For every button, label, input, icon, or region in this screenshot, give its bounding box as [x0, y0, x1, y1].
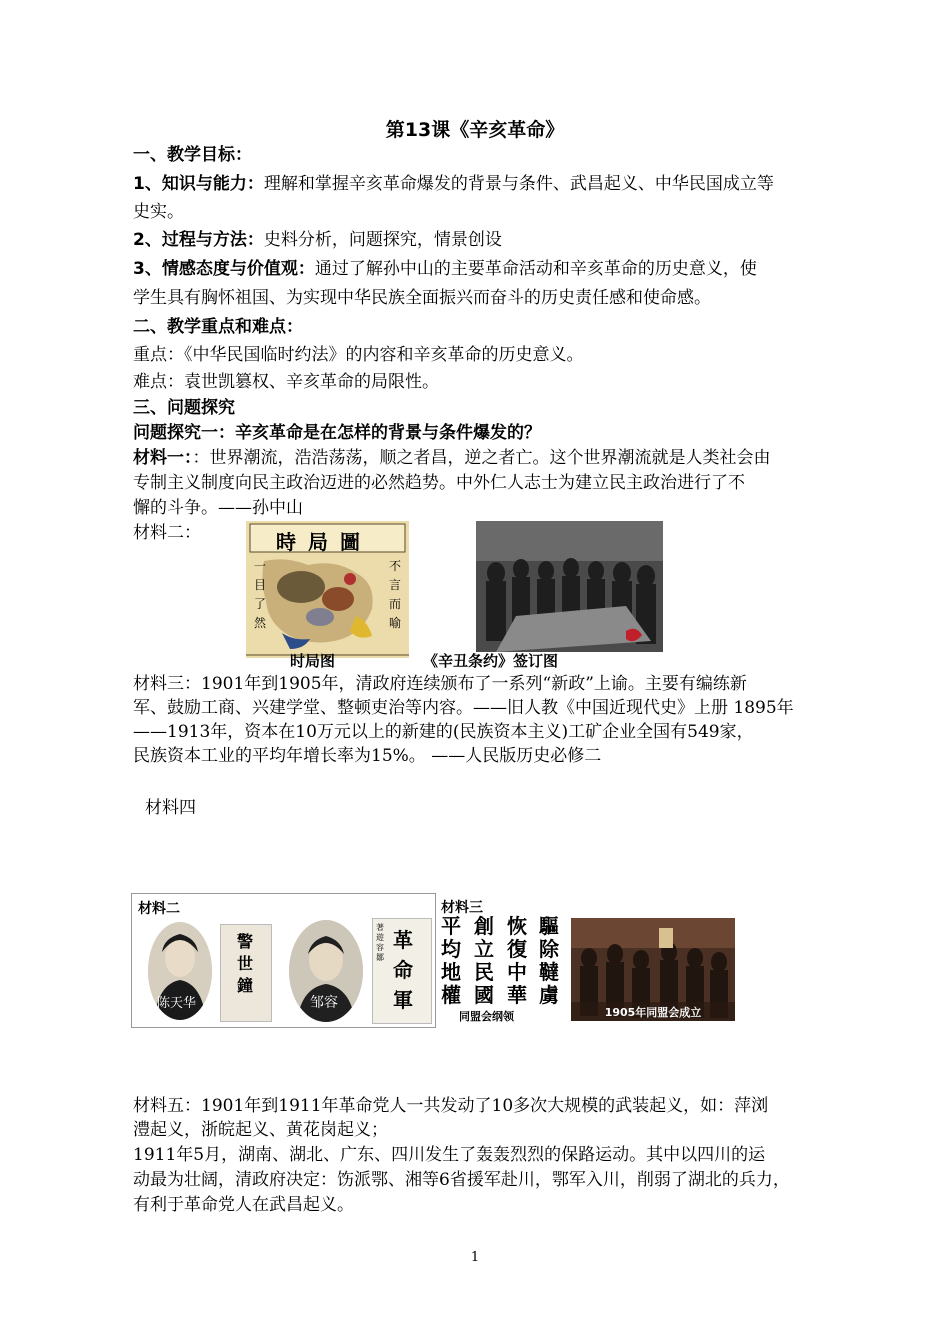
material-3-line-1: 材料三：1901年到1905年，清政府连续颁布了一系列“新政”上谕。主要有编练新 [133, 674, 747, 694]
program-caption: 同盟会纲领 [459, 1010, 514, 1023]
goal-1-label: 1、知识与能力： [133, 174, 264, 194]
shiju-side-right: 不言而喻 [389, 559, 402, 630]
program-col-1: 驅除韃虜 [539, 914, 559, 1007]
material-1-text: ：世界潮流，浩浩荡荡，顺之者昌，逆之者亡。这个世界潮流就是人类社会由 [192, 448, 771, 468]
material-3-line-4: 民族资本工业的平均年增长率为15%。 ——人民版历史必修二 [133, 746, 602, 766]
jingshizhong-book [220, 924, 272, 1022]
chen-tianhua-portrait [148, 922, 212, 1020]
program-col-3: 創立民國 [474, 914, 494, 1007]
page-title: 第13课《辛亥革命》 [385, 119, 565, 141]
treaty-photo-drawing [476, 521, 663, 652]
goal-1-text: 理解和掌握辛亥革命爆发的背景与条件、武昌起义、中华民国成立等 [263, 174, 774, 194]
material-3-line-3: ——1913年，资本在10万元以上的新建的(民族资本主义)工矿企业全国有549家， [133, 722, 754, 742]
tongmenghui-founding-photo [571, 918, 735, 1021]
section-heading-key-points: 二、教学重点和难点： [133, 317, 303, 337]
zourong-book-author: 著遊容鄒 [376, 923, 384, 962]
material-5-line-2: 澧起义，浙皖起义、黄花岗起义； [133, 1120, 388, 1140]
section-heading-objectives: 一、教学目标： [133, 145, 252, 165]
goal-2-text: 史料分析，问题探究，情景创设 [263, 230, 502, 250]
caption-treaty-signing: 《辛丑条约》签订图 [423, 652, 559, 670]
treaty-signing-photo [476, 521, 663, 652]
material-1-label: 材料一： [133, 448, 193, 468]
frame-label-3: 材料三 [441, 900, 483, 916]
material-4-label: 材料四 [145, 798, 196, 818]
difficulty: 难点：袁世凯篡权、辛亥革命的局限性。 [133, 372, 439, 392]
material-1-line-3: 懈的斗争。——孙中山 [133, 498, 303, 518]
shiju-map-image [246, 521, 409, 658]
section-heading-inquiry: 三、问题探究 [133, 398, 235, 418]
caption-shiju-map: 时局图 [290, 652, 336, 670]
goal-1-line-1 [133, 172, 774, 196]
geming-jun-title: 革命軍 [393, 928, 413, 1012]
tongmenghui-program-image [437, 893, 569, 1026]
shiju-side-left: 一目了然 [254, 559, 267, 630]
key-point: 重点：《中华民国临时约法》的内容和辛亥革命的历史意义。 [133, 345, 584, 365]
material-1-line-1 [133, 446, 771, 470]
material-5-line-4: 动最为壮阔，清政府决定：饬派鄂、湘等6省援军赴川，鄂军入川，削弱了湖北的兵力， [133, 1170, 790, 1190]
material-2-label: 材料二： [133, 523, 201, 543]
material-3-line-2: 军、鼓励工商、兴建学堂、整顿吏治等内容。——旧人教《中国近现代史》上册 1895年 [133, 698, 794, 718]
chen-tianhua-name: 陈天华 [157, 996, 197, 1011]
zou-rong-portrait [289, 920, 363, 1022]
founding-caption: 1905年同盟会成立 [604, 1006, 702, 1019]
frame-label-2: 材料二 [138, 901, 180, 917]
zou-rong-name: 邹容 [310, 995, 338, 1011]
inquiry-question-1: 问题探究一：辛亥革命是在怎样的背景与条件爆发的？ [133, 423, 541, 443]
goal-2-label: 2、过程与方法： [133, 230, 264, 250]
material-5-line-5: 有利于革命党人在武昌起义。 [133, 1195, 354, 1215]
material-5-line-1: 材料五：1901年到1911年革命党人一共发动了10多次大规模的武装起义，如：萍浏 [133, 1096, 769, 1116]
goal-3-line-2: 学生具有胸怀祖国、为实现中华民族全面振兴而奋斗的历史责任感和使命感。 [133, 288, 711, 308]
goal-3-line-1 [133, 257, 757, 281]
material-1-line-2: 专制主义制度向民主政治迈进的必然趋势。中外仁人志士为建立民主政治进行了不 [133, 473, 745, 493]
goal-1-line-2: 史实。 [133, 202, 184, 222]
material-5-line-3: 1911年5月，湖南、湖北、广东、四川发生了轰轰烈烈的保路运动。其中以四川的运 [133, 1145, 766, 1165]
material-4-left-image [131, 893, 436, 1028]
jingshizhong-title: 警世鐘 [237, 932, 254, 995]
program-col-2: 恢復中華 [507, 914, 527, 1007]
shiju-title: 時局圖 [276, 530, 372, 554]
geming-jun-book [372, 918, 432, 1024]
goal-3-label: 3、情感态度与价值观： [133, 259, 315, 279]
program-col-4: 平均地權 [441, 914, 461, 1007]
goal-2 [133, 228, 502, 252]
goal-3-text: 通过了解孙中山的主要革命活动和辛亥革命的历史意义，使 [314, 259, 757, 279]
page-number: 1 [470, 1250, 480, 1265]
